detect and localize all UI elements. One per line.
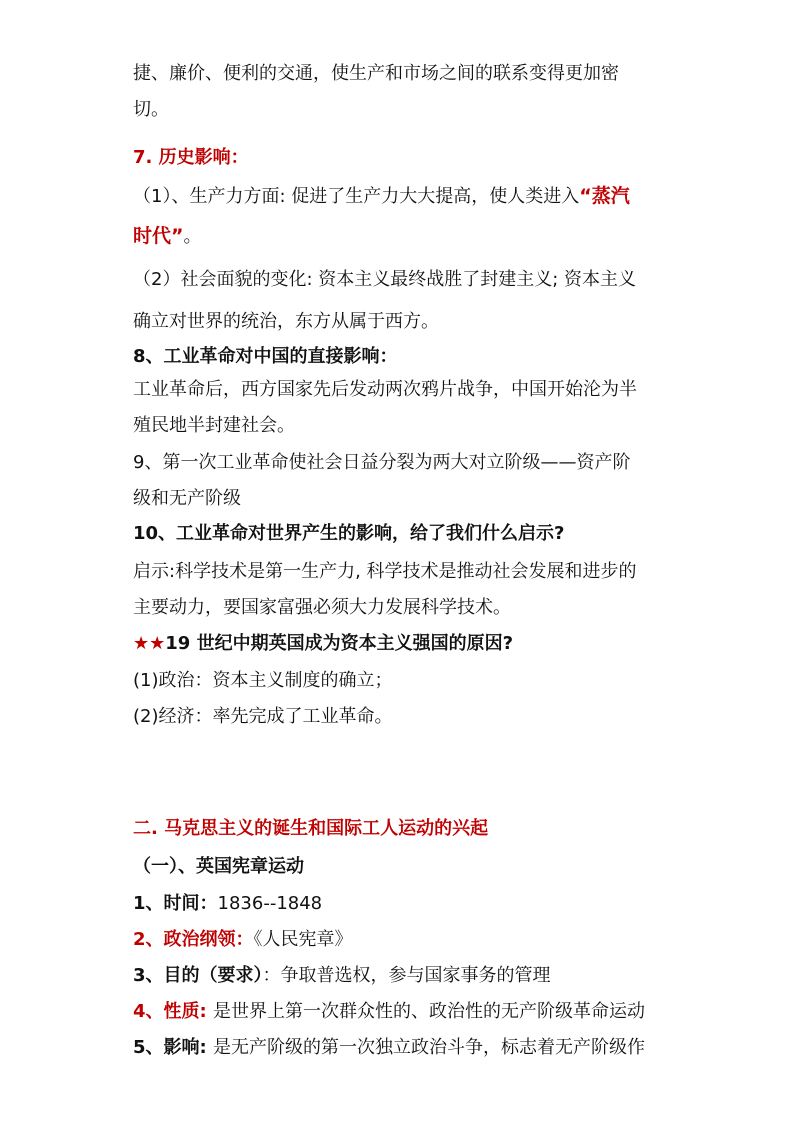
heading-impact-on-china: 8、工业革命对中国的直接影响：: [133, 346, 398, 367]
heading-question: 10、工业革命对世界产生的影响，给了我们什么启示?: [133, 523, 565, 544]
subsection-heading: （一）、英国宪章运动: [133, 856, 304, 877]
paragraph-line: 级和无产阶级: [133, 488, 241, 509]
list-item: [133, 1036, 645, 1060]
heading-britain-reasons: [133, 632, 513, 656]
list-item: (2)经济：率先完成了工业革命。: [133, 706, 393, 727]
paragraph-line: 捷、廉价、便利的交通，使生产和市场之间的联系变得更加密: [133, 63, 619, 84]
item-label: 5、影响:: [133, 1037, 213, 1058]
paragraph-line: 主要动力，要国家富强必须大力发展科学技术。: [133, 597, 511, 618]
paragraph-line: （2）社会面貌的变化: 资本主义最终战胜了封建主义; 资本主义: [133, 269, 637, 290]
item-value: 1836--1848: [217, 893, 323, 914]
list-item: [133, 928, 353, 952]
item-value: 是无产阶级的第一次独立政治斗争，标志着无产阶级作: [213, 1037, 645, 1058]
highlight-text: 时代”: [133, 225, 184, 247]
heading-historical-impact: 7. 历史影响：: [133, 147, 249, 168]
paragraph-line: 工业革命后，西方国家先后发动两次鸦片战争，中国开始沦为半: [133, 379, 637, 400]
list-item: [133, 964, 551, 988]
paragraph-line: 殖民地半封建社会。: [133, 415, 295, 436]
item-value: 是世界上第一次群众性的、政治性的无产阶级革命运动: [213, 1001, 645, 1022]
section-heading: 二. 马克思主义的诞生和国际工人运动的兴起: [133, 818, 489, 839]
star-icon: ★★: [133, 633, 166, 654]
paragraph-line: 确立对世界的统治，东方从属于西方。: [133, 311, 439, 332]
paragraph-line: 切。: [133, 99, 169, 120]
list-item: (1)政治：资本主义制度的确立；: [133, 670, 393, 691]
text-span: （1）、生产力方面: 促进了生产力大大提高，使人类进入: [133, 186, 580, 207]
paragraph-line: 启示:科学技术是第一生产力, 科学技术是推动社会发展和进步的: [133, 561, 637, 582]
list-item: [133, 892, 322, 916]
item-value: 《人民宪章》: [253, 929, 353, 950]
item-label: 4、性质:: [133, 1001, 213, 1022]
item-label: 1、时间：: [133, 893, 218, 914]
paragraph-line: 9、第一次工业革命使社会日益分裂为两大对立阶级——资产阶: [133, 452, 631, 473]
item-label: 2、政治纲领：: [133, 929, 254, 950]
paragraph-line: [133, 184, 630, 209]
list-item: [133, 1000, 645, 1024]
item-value: ：争取普选权，参与国家事务的管理: [262, 965, 551, 986]
paragraph-line: [133, 224, 202, 249]
highlight-text: “蒸汽: [579, 185, 630, 207]
text-span: 19 世纪中期英国成为资本主义强国的原因?: [165, 633, 514, 654]
item-label: 3、目的（要求）: [133, 965, 263, 986]
text-span: 。: [183, 226, 202, 247]
